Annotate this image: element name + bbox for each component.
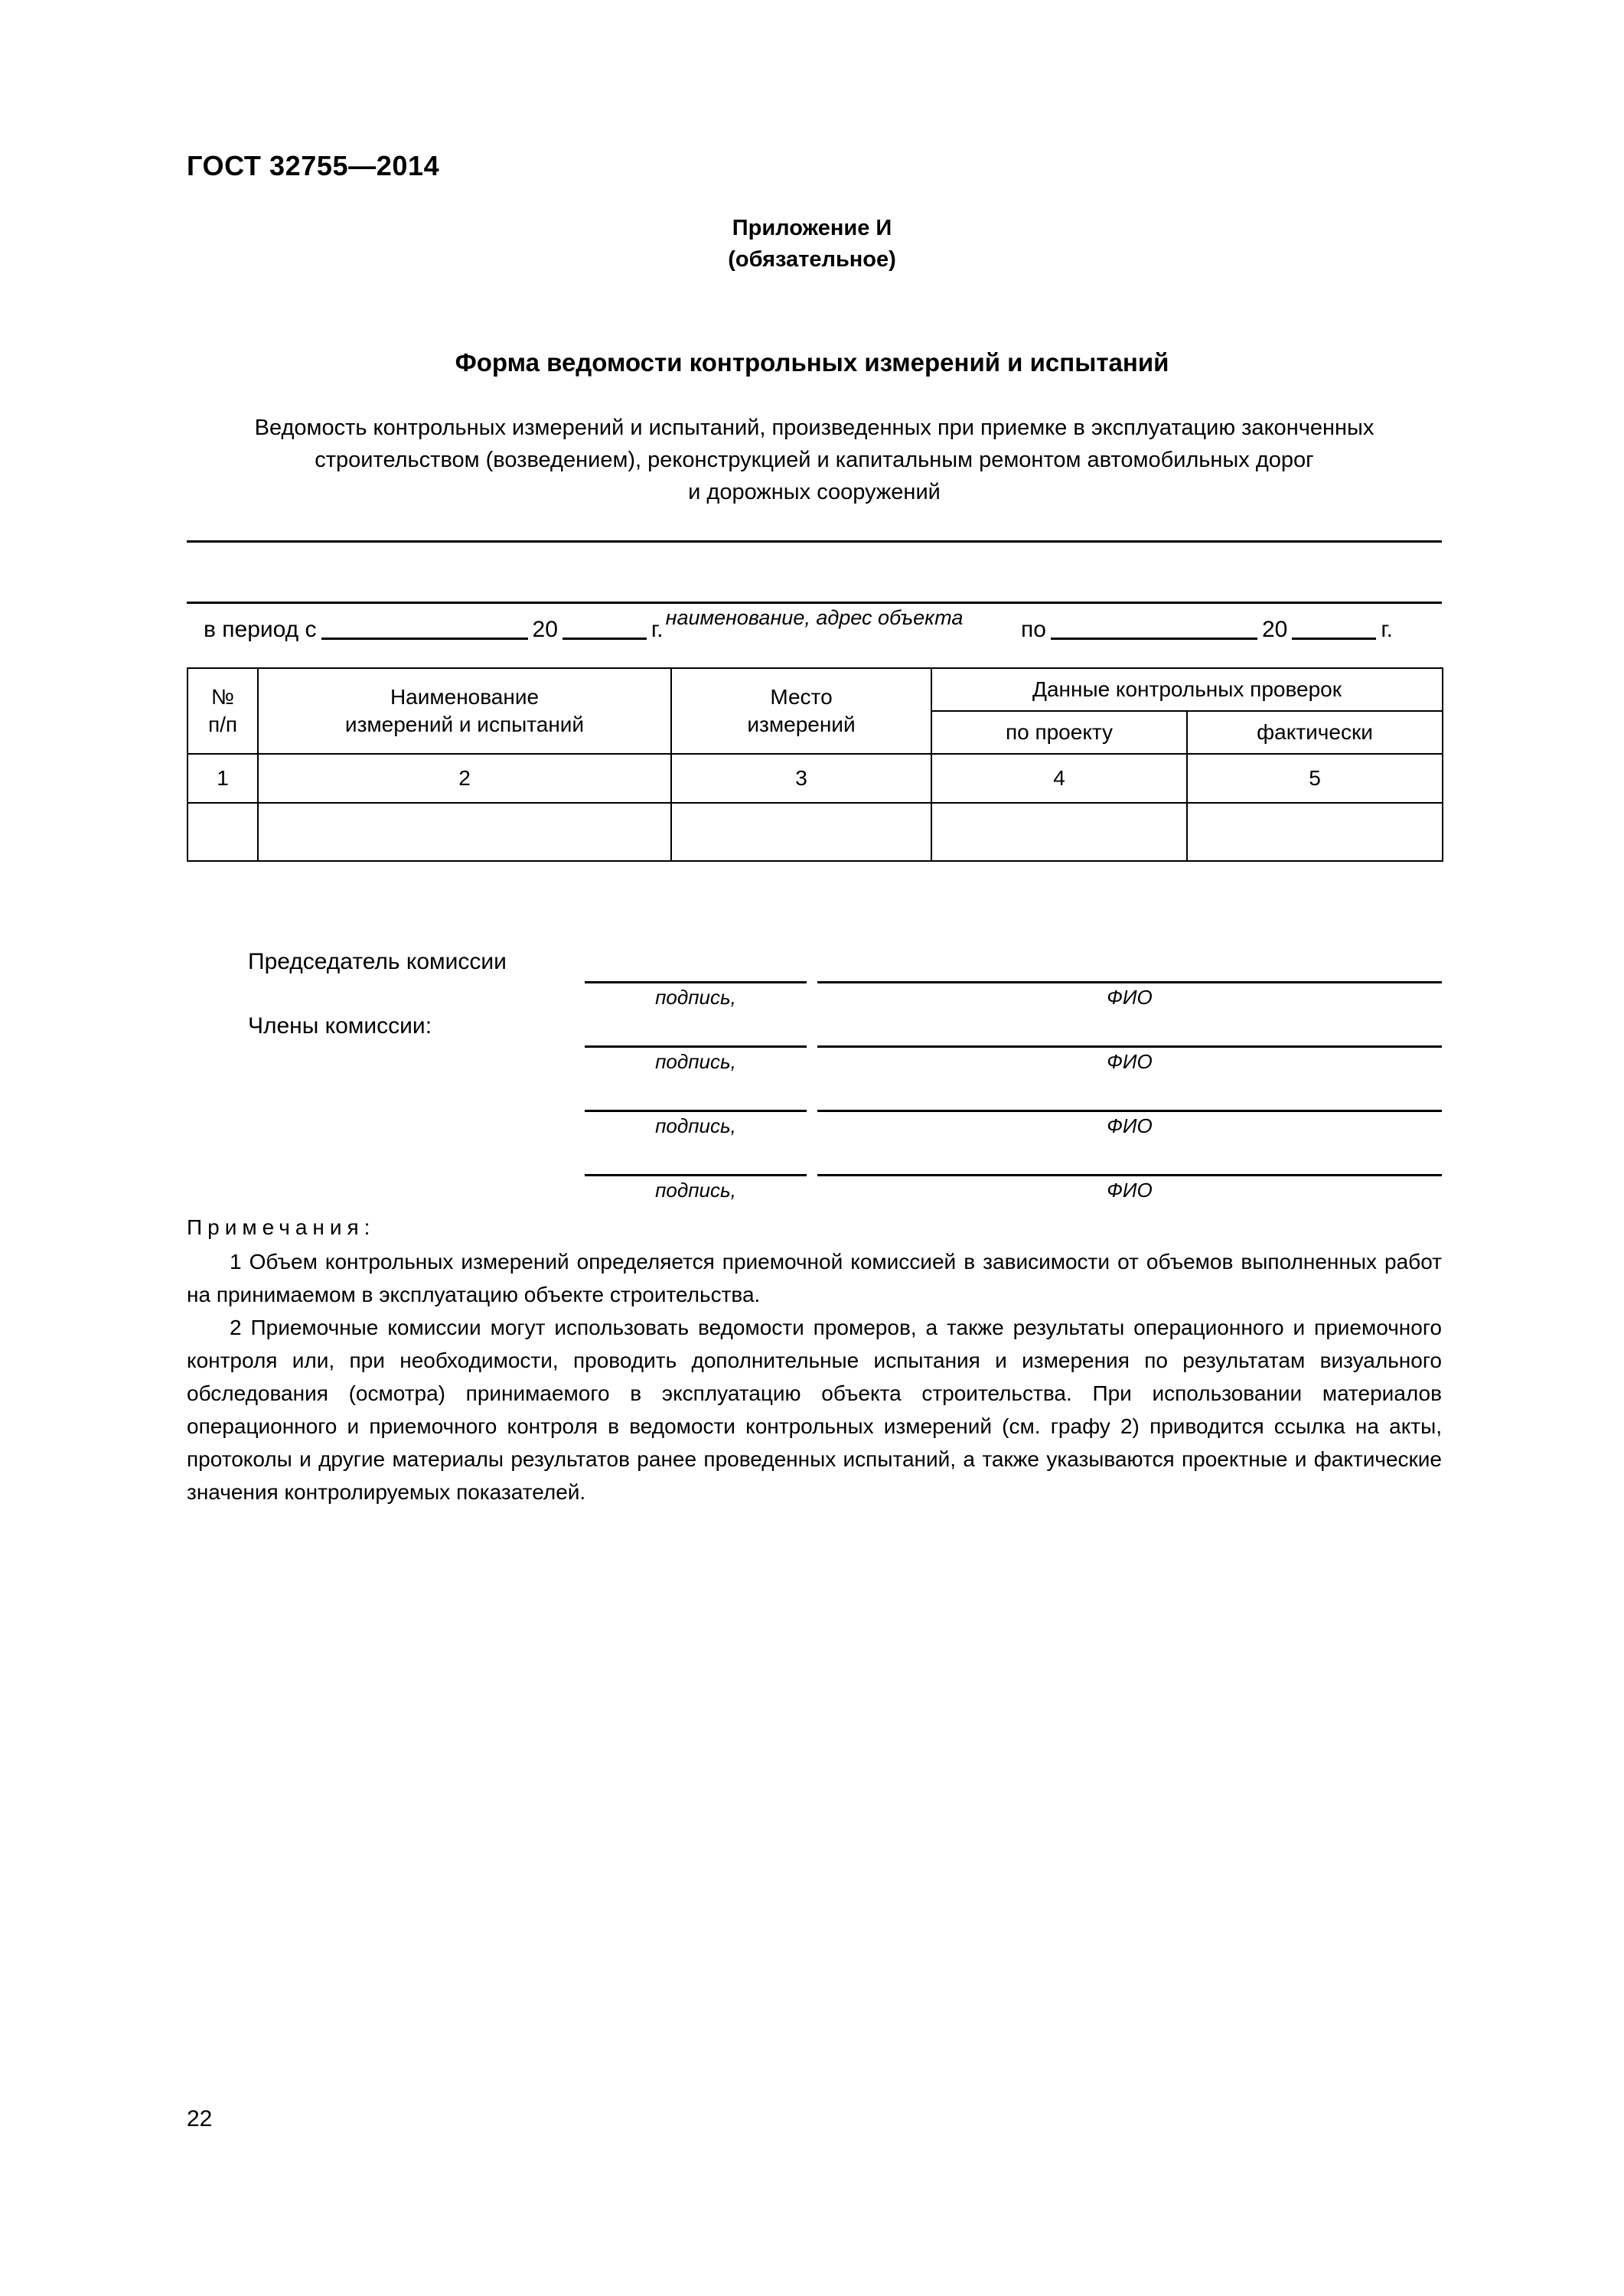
signature-field-member-1[interactable] bbox=[585, 1045, 807, 1048]
table-header-name-line1: Наименование bbox=[390, 685, 540, 709]
period-to-date-field[interactable] bbox=[1051, 638, 1257, 640]
object-name-rule-bottom bbox=[187, 602, 1442, 604]
note-item-1: 1 Объем контрольных измерений определяется приемочной комиссией в зависимости от объемов выполненных работ на принимаемом в эксплуатацию объекте строительства. bbox=[187, 1250, 1442, 1306]
table-header-number-line1: № bbox=[210, 685, 235, 709]
signature-captions-member-3 bbox=[585, 1179, 1442, 1202]
page-number: 22 bbox=[187, 2106, 213, 2131]
column-number-2: 2 bbox=[258, 754, 671, 803]
signature-captions-chairman bbox=[585, 986, 1442, 1009]
page-title: Форма ведомости контрольных измерений и испытаний bbox=[455, 348, 1169, 377]
table-column-numbers-row bbox=[188, 754, 1443, 803]
table-header-row-1 bbox=[188, 668, 1443, 711]
signature-row-member-3 bbox=[187, 1139, 1442, 1203]
caption-signature: подпись, bbox=[655, 1114, 736, 1137]
caption-name: ФИО bbox=[1107, 1114, 1153, 1137]
form-intro-paragraph bbox=[187, 412, 1442, 508]
table-cell-place[interactable] bbox=[671, 803, 931, 861]
signature-lines-chairman bbox=[585, 981, 1442, 983]
form-intro-line-1: Ведомость контрольных измерений и испытаний, произведенных при приемке в эксплуатацию законченных bbox=[254, 416, 1375, 440]
caption-signature: подпись, bbox=[655, 1050, 736, 1073]
period-to bbox=[1021, 617, 1393, 643]
period-from-year-prefix: 20 bbox=[532, 617, 558, 642]
name-field-chairman[interactable] bbox=[817, 981, 1442, 983]
period-to-label: по bbox=[1021, 617, 1046, 642]
signature-captions-member-1 bbox=[585, 1050, 1442, 1074]
notes-section bbox=[187, 1211, 1442, 1508]
object-name-rule-top bbox=[187, 540, 1442, 543]
signature-field-member-3[interactable] bbox=[585, 1174, 807, 1176]
period-from-year-suffix: г. bbox=[651, 617, 664, 642]
table-cell-by-project[interactable] bbox=[931, 803, 1187, 861]
signature-lines-member-2 bbox=[585, 1110, 1442, 1112]
column-number-1: 1 bbox=[188, 754, 258, 803]
table-header-by-project: по проекту bbox=[931, 711, 1187, 754]
appendix-status: (обязательное) bbox=[728, 247, 896, 272]
signature-lines-member-3 bbox=[585, 1174, 1442, 1176]
appendix-number: Приложение И bbox=[732, 216, 892, 240]
period-from-label: в период с bbox=[204, 617, 317, 642]
name-field-member-2[interactable] bbox=[817, 1110, 1442, 1112]
period-to-year-suffix: г. bbox=[1381, 617, 1393, 642]
period-row bbox=[187, 617, 1442, 654]
table-header-place bbox=[671, 668, 931, 754]
form-intro-line-3: и дорожных сооружений bbox=[688, 480, 941, 504]
period-to-year-field[interactable] bbox=[1292, 638, 1376, 640]
column-number-4: 4 bbox=[931, 754, 1187, 803]
measurements-table bbox=[187, 667, 1443, 862]
table-cell-name[interactable] bbox=[258, 803, 671, 861]
caption-signature: подпись, bbox=[655, 986, 736, 1009]
table-header-name-line2: измерений и испытаний bbox=[344, 713, 585, 736]
caption-name: ФИО bbox=[1107, 1050, 1153, 1073]
table-cell-number[interactable] bbox=[188, 803, 258, 861]
signature-label-chairman: Председатель комиссии bbox=[248, 949, 507, 974]
column-number-3: 3 bbox=[671, 754, 931, 803]
table-header-name bbox=[258, 668, 671, 754]
table-header-actual: фактически bbox=[1187, 711, 1443, 754]
note-item-2: 2 Приемочные комиссии могут использовать ведомости промеров, а также результаты операционного и приемочного контроля или, при необходимости, проводить дополнительные испытания и измерения по результатам визуального обследования (осмотра) принимаемого в эксплуатацию объекта строительства. При использовании материалов операционного и приемочного контроля в ведомости контрольных измерений (см. графу 2) приводится ссылка на акты, протоколы и другие материалы результатов ранее проведенных испытаний, а также указываются проектные и фактические значения контролируемых показателей. bbox=[187, 1316, 1442, 1504]
table-cell-actual[interactable] bbox=[1187, 803, 1443, 861]
signature-row-chairman bbox=[187, 946, 1442, 1010]
table-row bbox=[188, 803, 1443, 861]
signature-row-member-1 bbox=[187, 1010, 1442, 1075]
measurements-table-wrapper bbox=[187, 667, 1442, 862]
period-from-year-field[interactable] bbox=[563, 638, 647, 640]
signature-row-member-2 bbox=[187, 1075, 1442, 1139]
period-from bbox=[204, 617, 664, 643]
notes-heading: Примечания: bbox=[187, 1215, 376, 1239]
signature-field-chairman[interactable] bbox=[585, 981, 807, 983]
signature-lines-member-1 bbox=[585, 1045, 1442, 1048]
table-header-number bbox=[188, 668, 258, 754]
object-name-caption: наименование, адрес объекта bbox=[665, 606, 964, 629]
appendix-designation bbox=[0, 213, 1624, 276]
signature-captions-member-2 bbox=[585, 1114, 1442, 1138]
table-header-place-line2: измерений bbox=[747, 713, 856, 736]
name-field-member-1[interactable] bbox=[817, 1045, 1442, 1048]
signature-label-members: Члены комиссии: bbox=[248, 1013, 432, 1039]
caption-signature: подпись, bbox=[655, 1179, 736, 1202]
table-header-checks-group: Данные контрольных проверок bbox=[931, 668, 1443, 711]
caption-name: ФИО bbox=[1107, 1179, 1153, 1202]
standard-header: ГОСТ 32755—2014 bbox=[187, 150, 440, 181]
signature-block bbox=[187, 946, 1442, 1203]
period-to-year-prefix: 20 bbox=[1261, 617, 1288, 642]
table-header-number-line2: п/п bbox=[207, 713, 238, 736]
form-intro-line-2: строительством (возведением), реконструкцией и капитальным ремонтом автомобильных дорог bbox=[315, 448, 1314, 472]
period-from-date-field[interactable] bbox=[321, 638, 528, 640]
table-header-place-line1: Место bbox=[770, 685, 833, 709]
column-number-5: 5 bbox=[1187, 754, 1443, 803]
name-field-member-3[interactable] bbox=[817, 1174, 1442, 1176]
caption-name: ФИО bbox=[1107, 986, 1153, 1009]
signature-field-member-2[interactable] bbox=[585, 1110, 807, 1112]
